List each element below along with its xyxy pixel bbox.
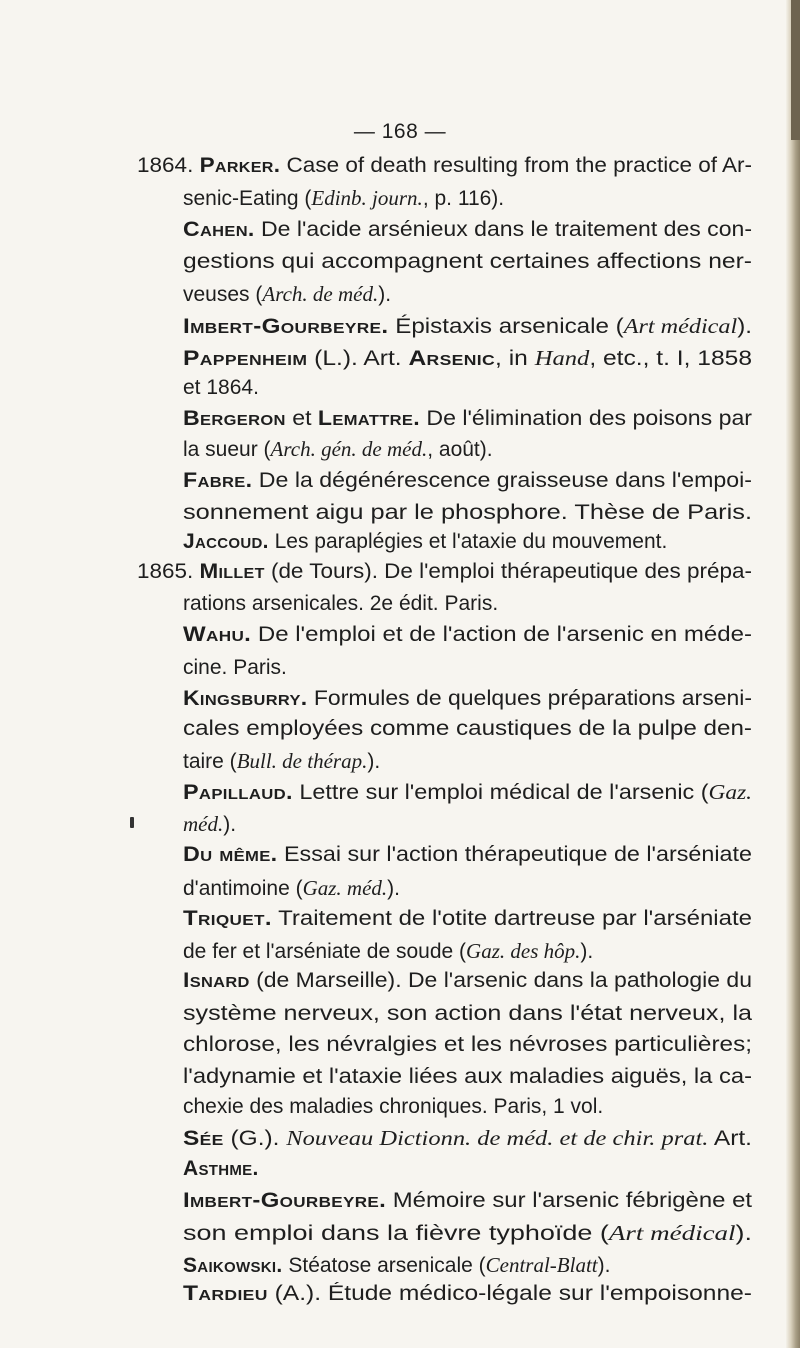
text-line [183, 1064, 752, 1090]
journal-title: Art médical [608, 1221, 736, 1245]
author-name: Triquet. [183, 907, 272, 930]
journal-title: méd. [183, 812, 224, 836]
text-line [183, 1281, 752, 1307]
journal-title: Edinb. journ. [311, 186, 423, 210]
text-line [183, 938, 593, 965]
text-run: ). [580, 940, 594, 963]
text-run: De la dégénérescence graisseuse dans l'empoi- [252, 469, 752, 492]
text-run: Les paraplégies et l'ataxie du mouvement. [268, 530, 668, 553]
text-line [183, 1094, 603, 1120]
journal-title: Arch. de méd. [262, 282, 379, 306]
text-run: Essai sur l'action thérapeutique de l'arséniate [277, 843, 752, 866]
text-line [183, 686, 752, 712]
author-name: Isnard [183, 969, 250, 992]
text-line [183, 249, 752, 275]
text-run: Case of death resulting from the practice of Ar- [280, 154, 753, 177]
text-line [183, 906, 752, 932]
author-name: Asthme. [183, 1157, 259, 1180]
text-line [183, 375, 259, 401]
text-run: taire ( [183, 750, 237, 773]
author-name: Imbert-Gourbeyre. [183, 315, 389, 338]
text-line [183, 313, 752, 340]
text-run: Art. [708, 1127, 752, 1150]
text-run: ). [735, 1222, 753, 1245]
text-run: 1865. [137, 560, 200, 583]
text-run: (G.). [223, 1127, 287, 1150]
text-line [183, 1156, 259, 1182]
text-line [183, 1032, 752, 1058]
text-run: , in [495, 347, 535, 370]
text-line [183, 655, 287, 681]
margin-mark [130, 817, 134, 828]
author-name: Saikowski. [183, 1254, 283, 1277]
journal-title: Gaz. [708, 780, 753, 804]
text-run: rations arsenicales. 2e édit. Paris. [183, 592, 499, 615]
text-run: De l'emploi et de l'action de l'arsenic en méde- [251, 623, 752, 646]
page-edge-dark [791, 0, 800, 140]
author-name: Imbert-Gourbeyre. [183, 1189, 387, 1212]
text-line [183, 591, 498, 617]
text-run: système nerveux, son action dans l'état nerveux, la [183, 1002, 753, 1025]
text-line [183, 1125, 752, 1152]
text-run: et 1864. [183, 376, 259, 399]
text-run: (de Marseille). De l'arsenic dans la pathologie du [249, 969, 752, 992]
author-name: Tardieu [183, 1282, 268, 1305]
text-run: , etc., t. I, 1858 [589, 347, 753, 370]
page-number: — 168 — [353, 120, 447, 143]
text-run: (de Tours). De l'emploi thérapeutique des prépa- [264, 560, 752, 583]
text-run: Traitement de l'otite dartreuse par l'arséniate [271, 907, 752, 930]
author-name: Du même. [183, 843, 278, 866]
text-line [183, 436, 493, 463]
text-line [183, 406, 752, 432]
text-line [183, 345, 752, 372]
journal-title: Nouveau Dictionn. de méd. et de chir. prat. [286, 1126, 709, 1150]
text-line [183, 1220, 752, 1247]
text-run: Mémoire sur l'arsenic fébrigène et [386, 1189, 753, 1212]
text-run: senic-Eating ( [183, 187, 312, 210]
journal-title: Hand [534, 346, 590, 370]
text-run: De l'élimination des poisons par [420, 407, 752, 430]
text-line [183, 842, 752, 868]
author-name: Pappenheim [183, 347, 308, 370]
text-line [183, 875, 400, 902]
journal-title: Central-Blatt [485, 1253, 598, 1277]
text-run: ). [378, 283, 392, 306]
text-run: ). [387, 877, 400, 900]
text-run: 1864. [137, 154, 200, 177]
text-run: (A.). Étude médico-légale sur l'empoisonne- [267, 1282, 752, 1305]
text-line [183, 281, 391, 308]
text-run: Lettre sur l'emploi médical de l'arsenic ( [292, 781, 709, 804]
text-line [183, 529, 667, 555]
author-name: Lemattre. [317, 407, 421, 430]
text-run: ). [367, 750, 381, 773]
text-run: et [285, 407, 318, 430]
text-line [183, 1252, 610, 1279]
text-run: ). [223, 813, 237, 836]
text-run: Épistaxis arsenicale ( [388, 315, 624, 338]
text-run: ). [597, 1254, 611, 1277]
text-run: ). [737, 315, 752, 338]
author-name: Sée [183, 1127, 224, 1150]
text-line [183, 968, 752, 994]
author-name: Bergeron [183, 407, 286, 430]
text-line [183, 716, 752, 742]
journal-title: Art médical [623, 314, 738, 338]
author-name: Parker. [199, 154, 281, 177]
text-line [183, 185, 504, 212]
journal-title: Bull. de thérap. [236, 749, 368, 773]
text-run: , août). [427, 438, 493, 461]
text-run: la sueur ( [183, 438, 271, 461]
text-run: chexie des maladies chroniques. Paris, 1 vol. [183, 1095, 604, 1118]
page-edge-shadow [786, 0, 800, 1348]
author-name: Fabre. [183, 469, 253, 492]
author-name: Millet [199, 560, 265, 583]
journal-title: Gaz. méd. [302, 876, 388, 900]
author-name: Cahen. [183, 218, 255, 241]
text-run: (L.). Art. [307, 347, 409, 370]
text-line [183, 500, 752, 526]
text-run: d'antimoine ( [183, 877, 303, 900]
text-line [183, 1188, 752, 1214]
text-line [137, 559, 752, 585]
text-run: De l'acide arsénieux dans le traitement des con- [254, 218, 752, 241]
author-name: Arsenic [408, 347, 496, 370]
text-line [183, 1001, 752, 1027]
text-run: l'adynamie et l'ataxie liées aux maladies aiguës, la ca- [183, 1065, 753, 1088]
text-run: son emploi dans la fièvre typhoïde ( [183, 1222, 609, 1245]
text-line [137, 153, 752, 179]
text-run: Formules de quelques préparations arseni- [307, 687, 753, 710]
journal-title: Arch. gén. de méd. [270, 437, 428, 461]
text-run: veuses ( [183, 283, 263, 306]
text-line [183, 779, 752, 806]
text-line [183, 748, 380, 775]
author-name: Jaccoud. [183, 530, 269, 553]
text-line [183, 811, 236, 838]
text-line [183, 622, 752, 648]
author-name: Wahu. [183, 623, 252, 646]
text-run: cales employées comme caustiques de la pulpe den- [183, 717, 752, 740]
text-line [183, 468, 752, 494]
text-run: Stéatose arsenicale ( [282, 1254, 486, 1277]
author-name: Kingsburry. [183, 687, 308, 710]
text-run: cine. Paris. [183, 656, 287, 679]
text-run: gestions qui accompagnent certaines affections ner- [183, 250, 753, 273]
text-run: chlorose, les névralgies et les névroses particulières; [183, 1033, 752, 1056]
journal-title: Gaz. des hôp. [466, 939, 581, 963]
author-name: Papillaud. [183, 781, 293, 804]
text-run: de fer et l'arséniate de soude ( [183, 940, 467, 963]
text-run: , p. 116). [422, 187, 505, 210]
text-line [183, 217, 752, 243]
text-run: sonnement aigu par le phosphore. Thèse de Paris. [183, 501, 752, 524]
